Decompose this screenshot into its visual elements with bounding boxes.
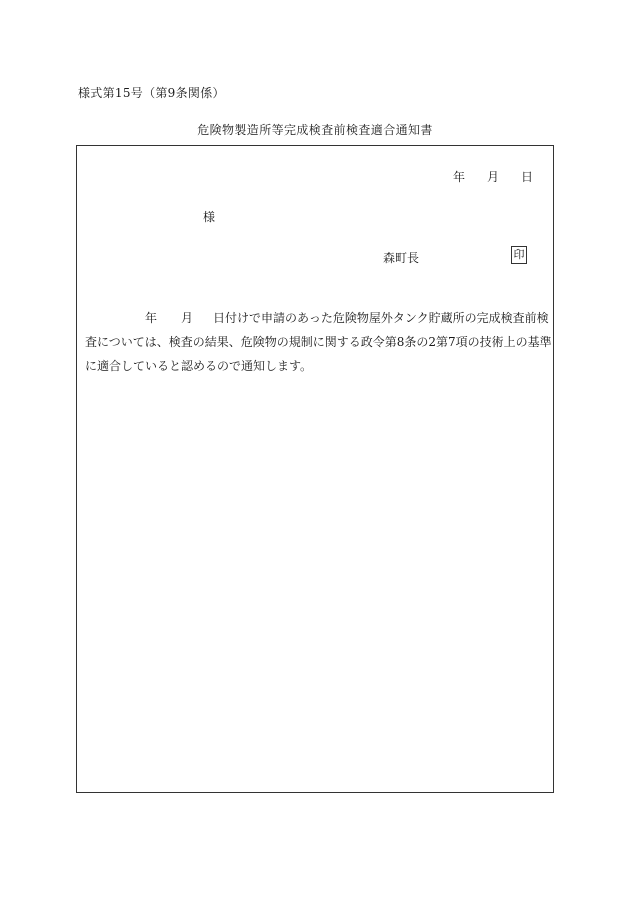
date-month: 月 (486, 170, 499, 184)
seal-mark: 印 (511, 246, 527, 264)
notice-frame (76, 145, 554, 793)
body-line-1-text: 日付けで申請のあった危険物屋外タンク貯蔵所の完成検査前検 (213, 311, 549, 325)
body-month: 月 (181, 311, 194, 325)
body-year: 年 (145, 311, 158, 325)
date-year: 年 (452, 170, 465, 184)
date-line (453, 168, 533, 185)
addressee-suffix: 様 (203, 210, 216, 224)
body-text (85, 306, 552, 378)
date-day: 日 (520, 170, 533, 184)
form-number: 様式第15号（第9条関係） (78, 86, 225, 100)
document-title: 危険物製造所等完成検査前検査適合通知書 (197, 123, 433, 137)
body-line-3: に適合していると認めるので通知します。 (85, 359, 313, 373)
body-line-1 (85, 306, 547, 330)
body-line-2: 査については、検査の結果、危険物の規制に関する政令第8条の2第7項の技術上の基準 (85, 335, 552, 349)
issuer-name: 森町長 (383, 251, 420, 265)
